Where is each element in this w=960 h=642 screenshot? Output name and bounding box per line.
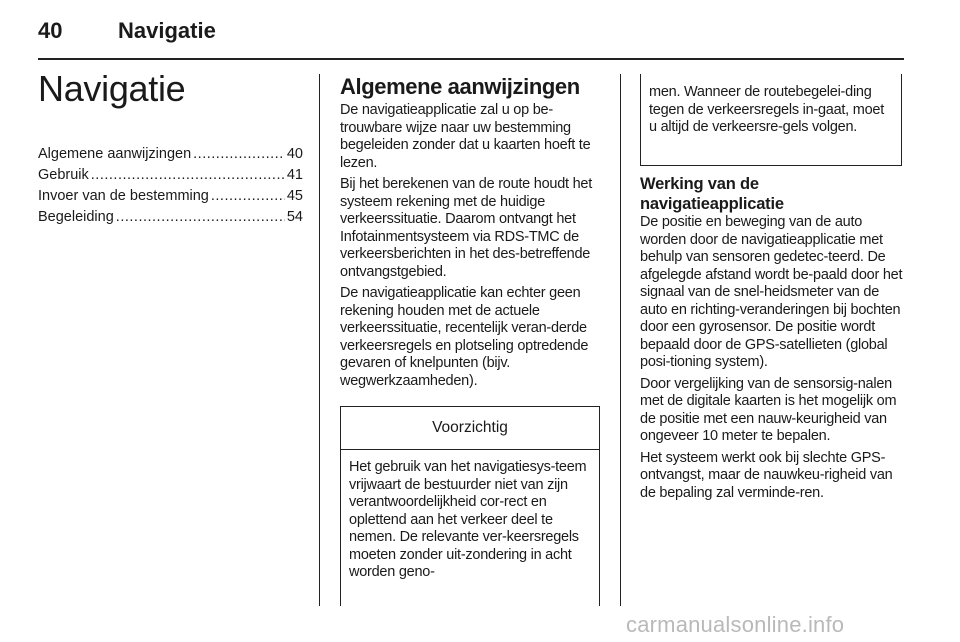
toc-entry-title: Begeleiding <box>38 209 114 225</box>
toc-entry[interactable] <box>38 165 303 186</box>
subsection-heading: Werking van de navigatieapplicatie <box>640 175 784 213</box>
paragraph: Bij het berekenen van de route houdt het systeem rekening met de huidige verkeerssituatie. Daarom ontvangt het Infotainmentsysteem via RDS-TMC de verkeersberichten in het des-betreffende ontvangstgebied. <box>340 176 592 280</box>
navigation-working-section <box>640 174 904 506</box>
paragraph: Door vergelijking van de sensorsig-nalen met de digitale kaarten is het mogelijk om de positie met een nauw-keurigheid van ongeveer 10 meter te bepalen. <box>640 375 897 444</box>
running-title: Navigatie <box>118 18 216 43</box>
toc-entry-page: 54 <box>286 209 303 225</box>
column-divider <box>319 74 320 606</box>
paragraph: De navigatieapplicatie kan echter geen rekening houden met de actuele verkeerssituatie, recentelijk veran-derde verkeersregels en plotseling optredende gevaren of knelpunten (bijv. wegwerkzaamheden). <box>340 285 589 389</box>
toc-leader <box>193 144 285 165</box>
general-section <box>340 74 602 394</box>
toc-entry-page: 41 <box>286 167 303 183</box>
caution-continuation-text: men. Wanneer de routebegelei-ding tegen de verkeersregels in-gaat, moet u altijd de verkeersre-gels volgen. <box>649 84 884 135</box>
toc-entry-title: Algemene aanwijzingen <box>38 146 192 162</box>
table-of-contents <box>38 144 303 228</box>
paragraph: Het systeem werkt ook bij slechte GPS-ontvangst, maar de nauwkeu-righeid van de bepaling zal verminde-ren. <box>640 449 893 501</box>
toc-leader <box>91 165 285 186</box>
page-number: 40 <box>38 18 63 43</box>
toc-entry-title: Invoer van de bestemming <box>38 188 209 204</box>
caution-text: Het gebruik van het navigatiesys-teem vrijwaart de bestuurder niet van zijn verantwoordelijkheid cor-rect en oplettend aan het verkeer deel te nemen. De relevante ver-keersregels moeten zonder uit-zondering in acht worden geno- <box>349 459 587 580</box>
toc-entry-title: Gebruik <box>38 167 89 183</box>
paragraph: De positie en beweging van de auto worden door de navigatieapplicatie met behulp van sensoren gedetec-teerd. De afgelegde afstand wordt be-paald door het signaal van de snel-heidsmeter van de auto en richting-veranderingen bij bochten door een gyrosensor. De positie wordt bepaald door de GPS-satellieten (global posi-tioning system). <box>640 214 903 370</box>
caution-continuation-box <box>640 74 902 166</box>
header-divider <box>38 58 904 60</box>
page-header <box>38 18 904 48</box>
watermark: carmanualsonline.info <box>626 612 845 637</box>
section-heading: Algemene aanwijzingen <box>340 74 580 99</box>
paragraph: De navigatieapplicatie zal u op be-trouwbare wijze naar uw bestemming begeleiden zonder dat u kaarten hoeft te lezen. <box>340 102 591 171</box>
toc-entry[interactable] <box>38 186 303 207</box>
toc-entry-page: 40 <box>286 146 303 162</box>
toc-leader <box>116 207 285 228</box>
toc-entry[interactable] <box>38 207 303 228</box>
toc-entry-page: 45 <box>286 188 303 204</box>
toc-entry[interactable] <box>38 144 303 165</box>
column-divider <box>620 74 621 606</box>
chapter-column <box>38 68 303 228</box>
caution-box <box>340 406 600 606</box>
caution-title: Voorzichtig <box>341 407 599 450</box>
toc-leader <box>211 186 285 207</box>
chapter-title: Navigatie <box>38 68 186 109</box>
